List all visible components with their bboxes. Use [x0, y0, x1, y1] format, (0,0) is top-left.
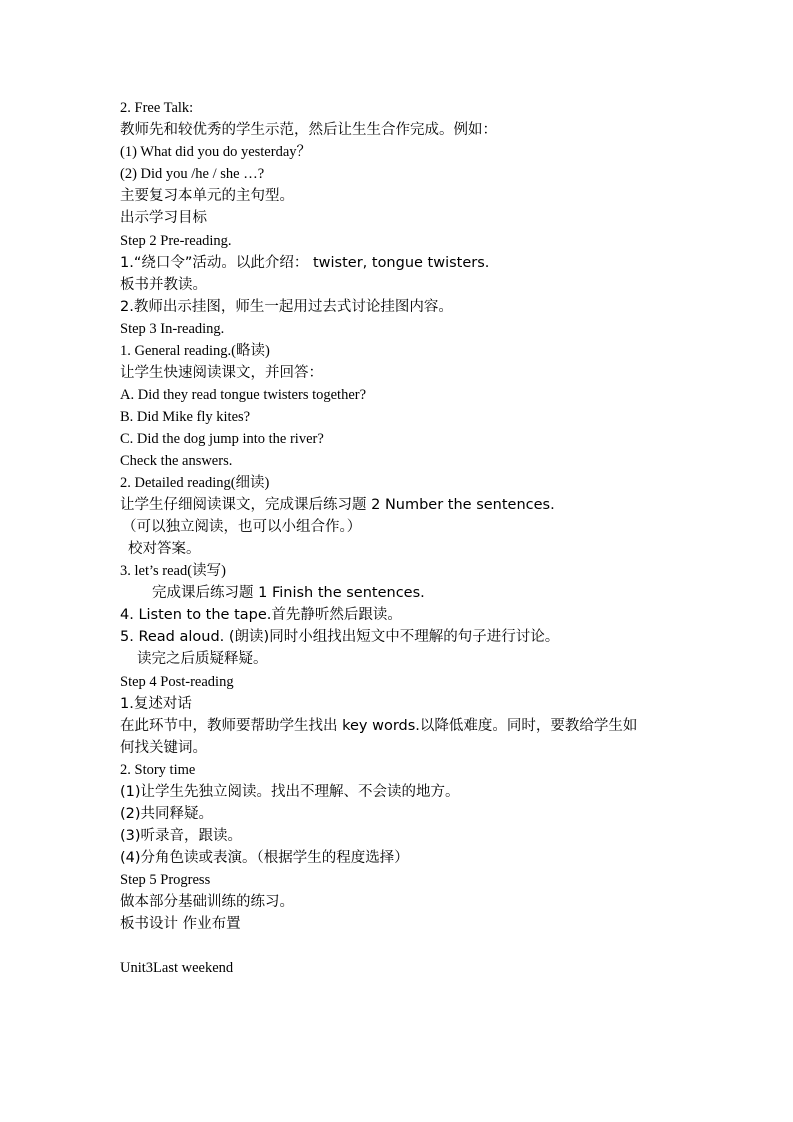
question-line: (2) Did you /he / she …? [120, 166, 265, 182]
text-line: 3. let’s read(读写) [120, 563, 226, 579]
heading-step-4: Step 4 Post-reading [120, 674, 234, 690]
heading-step-5: Step 5 Progress [120, 872, 211, 888]
text-line: 板书并教读。 [120, 277, 207, 293]
text-line: （可以独立阅读，也可以小组合作。） [122, 519, 362, 535]
text-line: (4)分角色读或表演。（根据学生的程度选择） [120, 850, 409, 866]
text-line: 完成课后练习题 1 Finish the sentences. [152, 585, 425, 601]
text-line: 教师先和较优秀的学生示范，然后让生生合作完成。例如： [120, 122, 497, 138]
text-line: 让学生快速阅读课文，并回答： [120, 365, 323, 381]
heading-free-talk: 2. Free Talk: [120, 100, 194, 116]
text-line: 1.复述对话 [120, 696, 192, 712]
text-line: 出示学习目标 [120, 210, 207, 226]
unit-title: Unit3Last weekend [120, 960, 234, 976]
text-line: 让学生仔细阅读课文，完成课后练习题 2 Number the sentences. [120, 497, 555, 513]
text-line: Check the answers. [120, 453, 233, 469]
question-line: C. Did the dog jump into the river? [120, 431, 324, 447]
question-line: (1) What did you do yesterday？ [120, 144, 312, 160]
text-line: 做本部分基础训练的练习。 [120, 894, 294, 910]
text-line: (2)共同释疑。 [120, 806, 214, 822]
heading-story-time: 2. Story time [120, 762, 196, 778]
text-line: 主要复习本单元的主句型。 [120, 188, 294, 204]
text-line: 读完之后质疑释疑。 [137, 651, 268, 667]
heading-step-3: Step 3 In-reading. [120, 321, 225, 337]
text-line: 校对答案。 [128, 541, 201, 557]
text-line: 4. Listen to the tape.首先静听然后跟读。 [120, 607, 402, 623]
question-line: B. Did Mike fly kites? [120, 409, 251, 425]
text-line: 在此环节中，教师要帮助学生找出 key words.以降低难度。同时，要教给学生如 [120, 718, 638, 734]
text-line: 1. General reading.(略读) [120, 343, 270, 359]
text-line: (3)听录音，跟读。 [120, 828, 243, 844]
text-line: 何找关键词。 [120, 740, 207, 756]
text-line: 2.教师出示挂图，师生一起用过去式讨论挂图内容。 [120, 299, 453, 315]
text-line: 5. Read aloud. (朗读)同时小组找出短文中不理解的句子进行讨论。 [120, 629, 560, 645]
heading-step-2: Step 2 Pre-reading. [120, 233, 232, 249]
text-line: (1)让学生先独立阅读。找出不理解、不会读的地方。 [120, 784, 460, 800]
question-line: A. Did they read tongue twisters together? [120, 387, 367, 403]
text-line: 1.“绕口令”活动。以此介绍： twister, tongue twisters. [120, 255, 490, 271]
text-line: 板书设计 作业布置 [120, 916, 241, 932]
text-line: 2. Detailed reading(细读) [120, 475, 270, 491]
